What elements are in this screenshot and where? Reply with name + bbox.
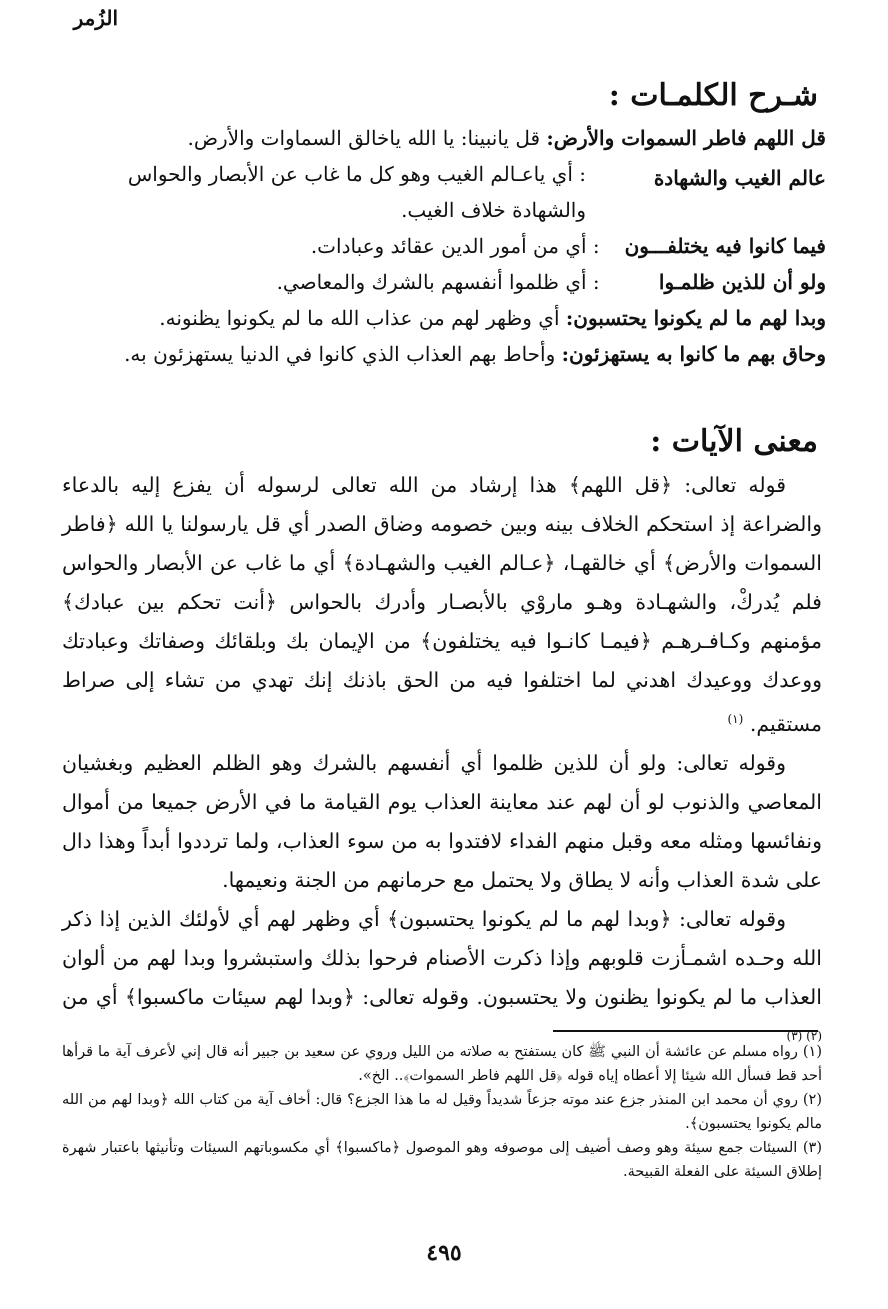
glossary-entry: [66, 228, 826, 264]
glossary-entry: [66, 156, 826, 228]
footnote-divider: [553, 1030, 818, 1032]
glossary-definition: : أي ياعـالم الغيب وهو كل ما غاب عن الأبصار والحواس والشهادة خلاف الغيب.: [127, 162, 586, 222]
glossary-definition: قل يانبينا: يا الله ياخالق السماوات والأرض.: [187, 126, 541, 150]
footnote: (٢) روي أن محمد ابن المنذر جزع عند موته جزعاً شديداً وقيل له ما هذا الجزع؟ قال: أخاف آية من كتاب الله ﴿وبدا لهم من الله مالم يكونوا يحتسبون﴾.: [62, 1092, 822, 1132]
glossary-term: وحاق بهم ما كانوا به يستهزئون:: [561, 342, 826, 366]
meaning-paragraph: قوله تعالى: ﴿قل اللهم﴾ هذا إرشاد من الله تعالى لرسوله أن يفزع إليه بالدعاء والضراعة إذ استحكم الخلاف بينه وبين خصومه وضاق الصدر أي قل يارسولنا يا الله ﴿فاطر السموات والأرض﴾ أي خالقهـا، ﴿عـالم الغيب والشهـادة﴾ أي ما غاب عن الأبصار والحواس فلم يُدركْ، والشهـادة وهـو ماروْي بالأبصـار وأدرك بالحواس ﴿أنت تحكم بين عبادك﴾ مؤمنهم وكـافـرهـم ﴿فيمـا كانـوا فيه يختلفون﴾ من الإيمان بك وبلقائك وصفاتك وعبادتك ووعدك ووعيدك اهدني لما اختلفوا فيه من الحق باذنك إنك تهدي من تشاء إلى صراط مستقيم. $^{(١)}$: [62, 473, 822, 736]
glossary-list: [66, 120, 826, 372]
page-number: ٤٩٥: [426, 1240, 462, 1266]
glossary-definition: أي وظهر لهم من عذاب الله ما لم يكونوا يظنونه.: [159, 306, 560, 330]
glossary-term: عالم الغيب والشهادة: [653, 166, 826, 190]
footnote-marker: (٢) (٣): [786, 1028, 822, 1043]
glossary-entry: [66, 336, 826, 372]
footnote: (٣) السيئات جمع سيئة وهو وصف أضيف إلى موصوفه وهو الموصول ﴿ماكسبوا﴾ أي مكسوباتهم السيئات وتأنيثها باعتبار شهرة إطلاق السيئة على الفعلة القبيحة.: [62, 1140, 822, 1180]
footnote: (١) رواه مسلم عن عائشة أن النبي ﷺ كان يستفتح به صلاته من الليل وروي عن سعيد بن جبير أنه قال إني لأعرف آية ما قرأها أحد قط فسأل الله شيئا إلا أعطاه إياه قوله ﴿قل اللهم فاطر السموات﴾.. الخ».: [62, 1044, 822, 1084]
glossary-term: فيما كانوا فيه يختلفـــون: [624, 234, 826, 258]
glossary-definition: : أي من أمور الدين عقائد وعبادات.: [310, 234, 600, 258]
glossary-entry: [66, 120, 826, 156]
meaning-paragraph: وقوله تعالى: ﴿وبدا لهم ما لم يكونوا يحتسبون﴾ أي وظهر لهم أي لأولئك الذين إذا ذكر الله وحـده اشمـأزت قلوبهم وإذا ذكرت الأصنام فرحوا بذلك واستبشروا وبدا لهم من ألوان العذاب ما لم يكونوا يظنون ولا يحتسبون. وقوله تعالى: ﴿وبدا لهم سيئات ماكسبوا﴾ أي من $^{(٢) (٣)}$: [62, 906, 822, 1043]
running-header: الزُمر: [73, 6, 118, 30]
glossary-definition: : أي ظلموا أنفسهم بالشرك والمعاصي.: [276, 270, 600, 294]
glossary-entry: [66, 300, 826, 336]
meanings-title: معنى الآيات :: [650, 424, 818, 459]
meaning-paragraph: وقوله تعالى: ولو أن للذين ظلموا أي أنفسهم بالشرك وهو الظلم العظيم وبغشيان المعاصي والذنوب لو أن لهم عند معاينة العذاب يوم القيامة ما في الأرض جميعا من أموال ونفائسها ومثله معه وقبل منهم الفداء لافتدوا به من سوء العذاب، ولما ترددوا أبداً وهذا دال على شدة العذاب وأنه لا يطاق ولا يحتمل مع حرمانهم من الجنة ونعيمها.: [62, 750, 822, 892]
meanings-body: [62, 466, 822, 1061]
glossary-definition: وأحاط بهم العذاب الذي كانوا في الدنيا يستهزئون به.: [124, 342, 556, 366]
footnote-marker: (١): [727, 712, 744, 726]
glossary-term: قل اللهم فاطر السموات والأرض:: [546, 126, 826, 150]
glossary-entry: [66, 264, 826, 300]
glossary-term: وبدا لهم ما لم يكونوا يحتسبون:: [565, 306, 826, 330]
glossary-title: شـرح الكلمـات :: [608, 78, 818, 113]
footnotes: [62, 1040, 822, 1184]
glossary-term: ولو أن للذين ظلمـوا: [658, 270, 826, 294]
